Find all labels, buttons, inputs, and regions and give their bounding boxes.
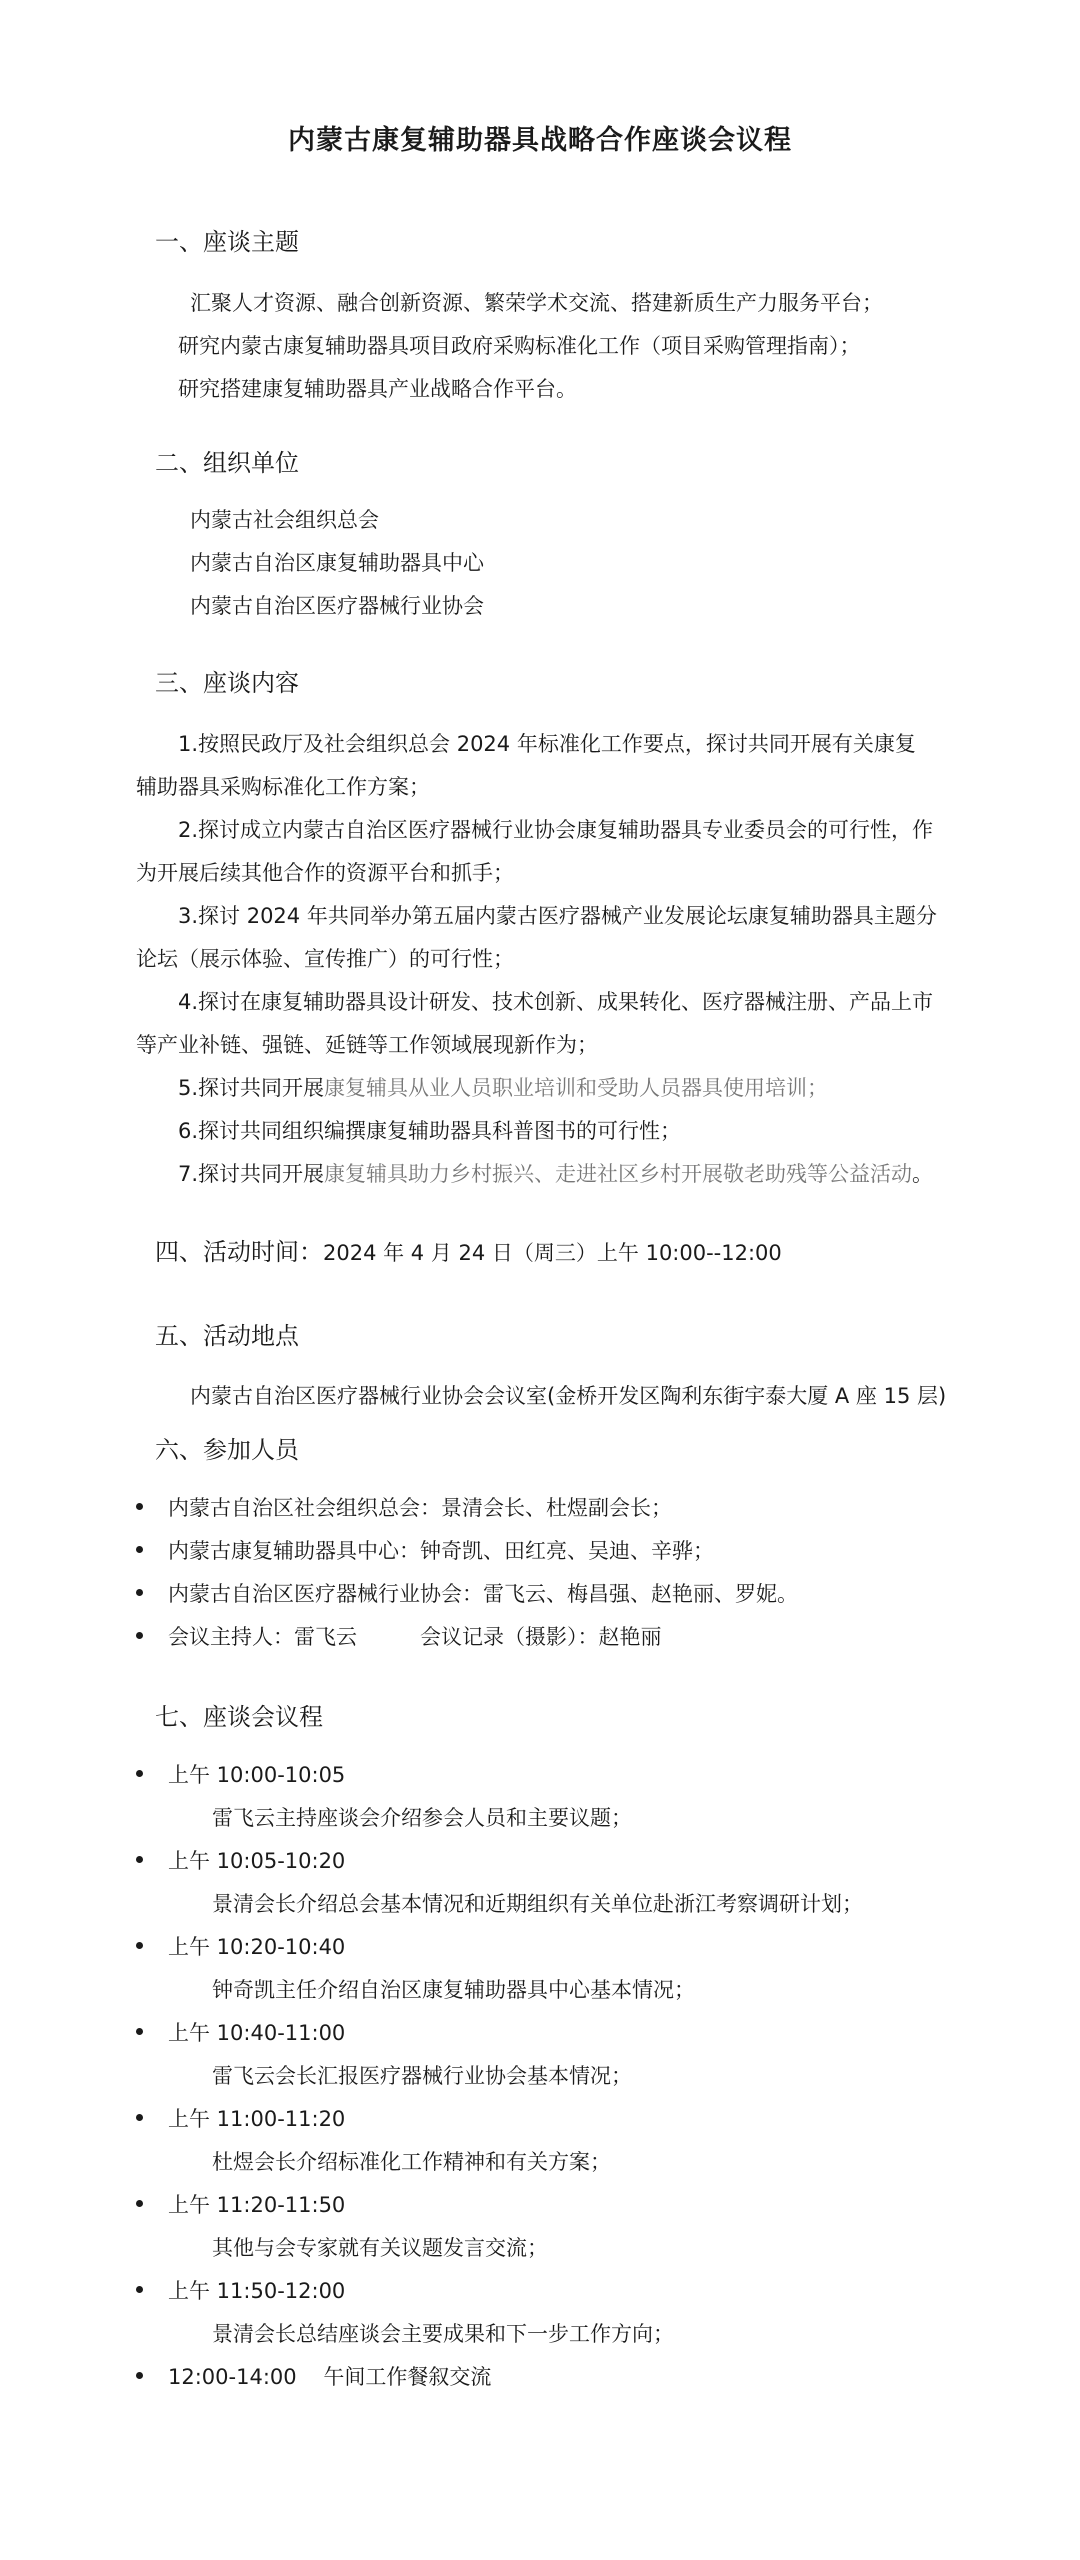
section-content-heading: 三、座谈内容 [155, 669, 299, 697]
agenda-desc: 钟奇凯主任介绍自治区康复辅助器具中心基本情况； [212, 1978, 695, 2002]
content-item-7-prefix: 7.探讨共同开展 [178, 1162, 325, 1186]
participant-item: 内蒙古自治区医疗器械行业协会：雷飞云、梅昌强、赵艳丽、罗妮。 [168, 1582, 798, 1606]
content-item-7-highlight: 康复辅具助力乡村振兴、走进社区乡村开展敬老助残等公益活动 [324, 1162, 913, 1186]
agenda-time: 上午 10:05-10:20 [168, 1849, 346, 1873]
document-title: 内蒙古康复辅助器具战略合作座谈会议程 [288, 125, 792, 156]
content-item-7 [178, 1158, 933, 1188]
agenda-time: 上午 11:00-11:20 [168, 2107, 346, 2131]
agenda-time: 上午 11:50-12:00 [168, 2279, 346, 2303]
participant-item: 内蒙古康复辅助器具中心：钟奇凯、田红亮、吴迪、辛骅； [168, 1539, 714, 1563]
content-item-5 [178, 1072, 828, 1102]
bullet [136, 2028, 143, 2035]
content-item-1: 1.按照民政厅及社会组织总会 2024 年标准化工作要点，探讨共同开展有关康复 [178, 732, 916, 756]
section-participants-heading: 六、参加人员 [155, 1436, 299, 1464]
section-time-heading: 四、活动时间： [155, 1238, 323, 1266]
bullet [136, 1632, 143, 1639]
meeting-host: 会议主持人：雷飞云 [168, 1625, 357, 1649]
agenda-lunch: 12:00-14:00 午间工作餐叙交流 [168, 2365, 492, 2389]
agenda-desc: 雷飞云主持座谈会介绍参会人员和主要议题； [212, 1806, 632, 1830]
content-item-3: 3.探讨 2024 年共同举办第五届内蒙古医疗器械产业发展论坛康复辅助器具主题分 [178, 904, 937, 928]
content-item-2-cont: 为开展后续其他合作的资源平台和抓手； [136, 861, 514, 885]
agenda-time: 上午 10:20-10:40 [168, 1935, 346, 1959]
agenda-desc: 杜煜会长介绍标准化工作精神和有关方案； [212, 2150, 611, 2174]
content-item-5-highlight: 康复辅具从业人员职业培训和受助人员器具使用培训； [324, 1076, 829, 1100]
meeting-recorder: 会议记录（摄影）：赵艳丽 [420, 1625, 662, 1649]
organizer-item: 内蒙古自治区康复辅助器具中心 [190, 551, 484, 575]
section-theme-heading: 一、座谈主题 [155, 228, 299, 256]
bullet [136, 2286, 143, 2293]
content-item-2: 2.探讨成立内蒙古自治区医疗器械行业协会康复辅助器具专业委员会的可行性，作 [178, 818, 934, 842]
agenda-time: 上午 11:20-11:50 [168, 2193, 346, 2217]
section-organizers-heading: 二、组织单位 [155, 449, 299, 477]
bullet [136, 1942, 143, 1949]
section-agenda-heading: 七、座谈会议程 [155, 1703, 323, 1731]
content-item-4-cont: 等产业补链、强链、延链等工作领域展现新作为； [136, 1033, 598, 1057]
activity-time-value: 2024 年 4 月 24 日（周三）上午 10:00--12:00 [323, 1241, 782, 1265]
bullet [136, 1546, 143, 1553]
content-item-1-cont: 辅助器具采购标准化工作方案； [136, 775, 430, 799]
theme-line: 研究内蒙古康复辅助器具项目政府采购标准化工作（项目采购管理指南）； [178, 334, 861, 358]
bullet [136, 1503, 143, 1510]
bullet [136, 2200, 143, 2207]
theme-line: 汇聚人才资源、融合创新资源、繁荣学术交流、搭建新质生产力服务平台； [190, 291, 883, 315]
theme-line: 研究搭建康复辅助器具产业战略合作平台。 [178, 377, 577, 401]
activity-location: 内蒙古自治区医疗器械行业协会会议室(金桥开发区陶利东街宇泰大厦 A 座 15 层) [190, 1384, 947, 1408]
section-location-heading: 五、活动地点 [155, 1322, 299, 1350]
content-item-6: 6.探讨共同组织编撰康复辅助器具科普图书的可行性； [178, 1119, 682, 1143]
agenda-time: 上午 10:40-11:00 [168, 2021, 346, 2045]
content-item-7-suffix: 。 [912, 1162, 934, 1186]
content-item-5-prefix: 5.探讨共同开展 [178, 1076, 325, 1100]
agenda-desc: 其他与会专家就有关议题发言交流； [212, 2236, 548, 2260]
section-time [155, 1232, 782, 1267]
agenda-desc: 景清会长介绍总会基本情况和近期组织有关单位赴浙江考察调研计划； [212, 1892, 863, 1916]
agenda-time: 上午 10:00-10:05 [168, 1763, 346, 1787]
content-item-3-cont: 论坛（展示体验、宣传推广）的可行性； [136, 947, 514, 971]
organizer-item: 内蒙古社会组织总会 [190, 508, 379, 532]
bullet [136, 1770, 143, 1777]
organizer-item: 内蒙古自治区医疗器械行业协会 [190, 594, 484, 618]
bullet [136, 2372, 143, 2379]
agenda-desc: 景清会长总结座谈会主要成果和下一步工作方向； [212, 2322, 674, 2346]
bullet [136, 1856, 143, 1863]
agenda-desc: 雷飞云会长汇报医疗器械行业协会基本情况； [212, 2064, 632, 2088]
bullet [136, 2114, 143, 2121]
content-item-4: 4.探讨在康复辅助器具设计研发、技术创新、成果转化、医疗器械注册、产品上市 [178, 990, 934, 1014]
bullet [136, 1589, 143, 1596]
participant-item: 内蒙古自治区社会组织总会：景清会长、杜煜副会长； [168, 1496, 672, 1520]
